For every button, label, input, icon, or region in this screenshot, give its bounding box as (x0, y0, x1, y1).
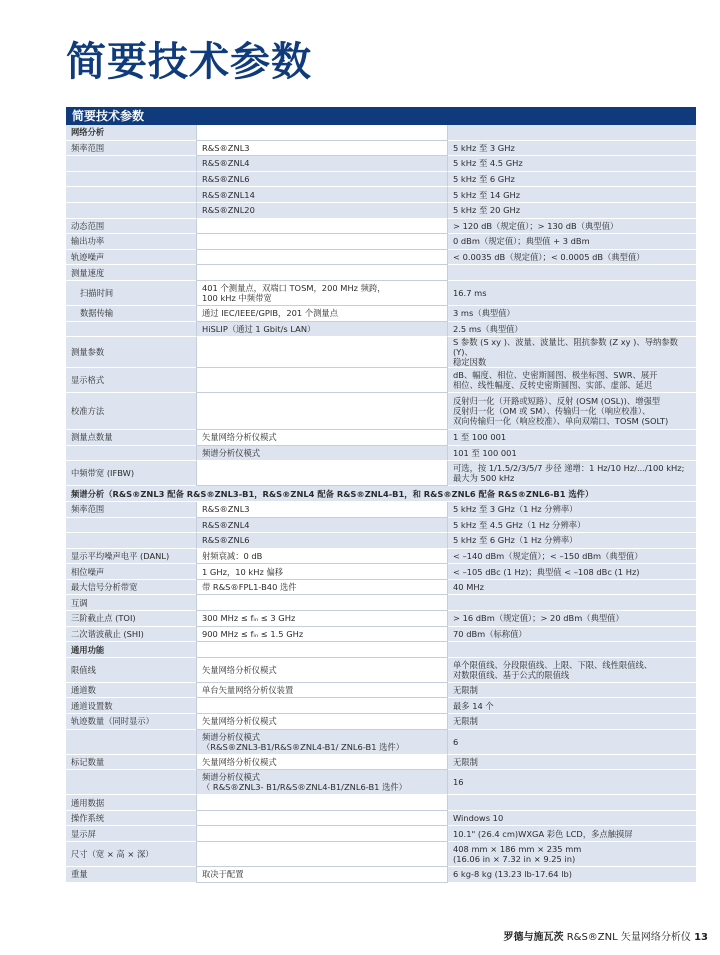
param-name-cell (66, 533, 196, 549)
table-row (66, 393, 696, 430)
spec-table (66, 107, 696, 883)
table-row (66, 842, 696, 867)
condition-cell: R&S®ZNL6 (196, 533, 448, 549)
table-row (66, 533, 696, 549)
condition-cell: R&S®ZNL4 (196, 156, 448, 172)
param-name-cell: 通用功能 (66, 642, 196, 658)
table-row (66, 611, 696, 627)
table-row (66, 234, 696, 250)
table-row (66, 172, 696, 188)
condition-cell: 频谱分析仪模式 (196, 446, 448, 462)
table-row (66, 337, 696, 368)
param-name-cell (66, 770, 196, 795)
table-row (66, 549, 696, 565)
value-cell (448, 265, 696, 281)
param-name-cell: 测量速度 (66, 265, 196, 281)
value-cell: < 0.0035 dB（规定值）；< 0.0005 dB（典型值） (448, 250, 696, 266)
condition-cell: 通过 IEC/IEEE/GPIB，201 个测量点 (196, 306, 448, 322)
condition-cell: 矢量网络分析仪模式 (196, 755, 448, 771)
table-row (66, 203, 696, 219)
condition-cell (196, 461, 448, 486)
value-cell: 无限制 (448, 683, 696, 699)
condition-cell (196, 265, 448, 281)
value-cell: 40 MHz (448, 580, 696, 596)
condition-cell: R&S®ZNL4 (196, 518, 448, 534)
table-row (66, 642, 696, 658)
section-heading: 频谱分析（R&S®ZNL3 配备 R&S®ZNL3-B1，R&S®ZNL4 配备 R&S®ZNL4-B1，和 R&S®ZNL6 配备 R&S®ZNL6-B1 选件） (66, 486, 696, 502)
param-name-cell: 通道数 (66, 683, 196, 699)
table-row (66, 795, 696, 811)
param-name-cell: 三阶截止点 (TOI) (66, 611, 196, 627)
table-row (66, 368, 696, 393)
value-cell: 16 (448, 770, 696, 795)
condition-cell (196, 125, 448, 141)
footer-brand: 罗德与施瓦茨 (503, 932, 564, 943)
param-name-cell: 显示平均噪声电平 (DANL) (66, 549, 196, 565)
table-row (66, 627, 696, 643)
param-name-cell: 校准方法 (66, 393, 196, 430)
table-row (66, 141, 696, 157)
value-cell: 408 mm × 186 mm × 235 mm (16.06 in × 7.32 in × 9.25 in) (448, 842, 696, 867)
value-cell: 0 dBm（规定值）；典型值 + 3 dBm (448, 234, 696, 250)
condition-cell: R&S®ZNL3 (196, 502, 448, 518)
condition-cell: 射频衰减：0 dB (196, 549, 448, 565)
condition-cell (196, 795, 448, 811)
table-row (66, 698, 696, 714)
condition-cell: 900 MHz ≤ fᵢₙ ≤ 1.5 GHz (196, 627, 448, 643)
value-cell (448, 795, 696, 811)
condition-cell: 频谱分析仪模式 （R&S®ZNL3-B1/R&S®ZNL4-B1/ ZNL6-B1 选件） (196, 730, 448, 755)
condition-cell: R&S®ZNL6 (196, 172, 448, 188)
table-row (66, 486, 696, 502)
condition-cell: R&S®ZNL20 (196, 203, 448, 219)
page-footer (504, 928, 708, 943)
value-cell: 5 kHz 至 4.5 GHz (448, 156, 696, 172)
param-name-cell: 限值线 (66, 658, 196, 683)
condition-cell (196, 642, 448, 658)
param-name-cell: 通道设置数 (66, 698, 196, 714)
condition-cell: 取决于配置 (196, 867, 448, 883)
param-name-cell: 互调 (66, 595, 196, 611)
condition-cell (196, 595, 448, 611)
param-name-cell (66, 172, 196, 188)
table-row (66, 250, 696, 266)
condition-cell: R&S®ZNL3 (196, 141, 448, 157)
table-row (66, 322, 696, 338)
table-row (66, 446, 696, 462)
condition-cell: 带 R&S®FPL1-B40 选件 (196, 580, 448, 596)
value-cell (448, 595, 696, 611)
table-row (66, 461, 696, 486)
param-name-cell: 网络分析 (66, 125, 196, 141)
table-row (66, 502, 696, 518)
condition-cell (196, 219, 448, 235)
value-cell: < –105 dBc (1 Hz)；典型值 < –108 dBc (1 Hz) (448, 564, 696, 580)
value-cell: < –140 dBm（规定值）；< –150 dBm（典型值） (448, 549, 696, 565)
table-row (66, 811, 696, 827)
value-cell: 10.1" (26.4 cm)WXGA 彩色 LCD，多点触摸屏 (448, 826, 696, 842)
param-name-cell: 通用数据 (66, 795, 196, 811)
value-cell: 可选，按 1/1.5/2/3/5/7 步径 递增：1 Hz/10 Hz/.../100 kHz; 最大为 500 kHz (448, 461, 696, 486)
param-name-cell: 频率范围 (66, 141, 196, 157)
param-name-cell: 扫描时间 (66, 281, 196, 306)
param-name-cell: 轨迹噪声 (66, 250, 196, 266)
value-cell: 5 kHz 至 4.5 GHz（1 Hz 分辨率） (448, 518, 696, 534)
value-cell: Windows 10 (448, 811, 696, 827)
table-row (66, 430, 696, 446)
param-name-cell: 显示屏 (66, 826, 196, 842)
param-name-cell: 尺寸（宽 × 高 × 深） (66, 842, 196, 867)
value-cell: 无限制 (448, 755, 696, 771)
condition-cell (196, 698, 448, 714)
param-name-cell: 二次谐波截止 (SHI) (66, 627, 196, 643)
spec-table-body (66, 125, 696, 883)
table-title: 简要技术参数 (66, 107, 696, 125)
param-name-cell: 输出功率 (66, 234, 196, 250)
table-row (66, 219, 696, 235)
param-name-cell (66, 518, 196, 534)
param-name-cell (66, 322, 196, 338)
value-cell: 6 (448, 730, 696, 755)
table-row (66, 867, 696, 883)
param-name-cell: 测量参数 (66, 337, 196, 368)
table-row (66, 595, 696, 611)
value-cell: 2.5 ms（典型值） (448, 322, 696, 338)
value-cell: 3 ms（典型值） (448, 306, 696, 322)
condition-cell (196, 250, 448, 266)
condition-cell (196, 811, 448, 827)
table-row (66, 658, 696, 683)
value-cell: 6 kg-8 kg (13.23 lb-17.64 lb) (448, 867, 696, 883)
param-name-cell: 中频带宽 (IFBW) (66, 461, 196, 486)
value-cell: 5 kHz 至 3 GHz (448, 141, 696, 157)
param-name-cell (66, 446, 196, 462)
table-row (66, 683, 696, 699)
param-name-cell: 最大信号分析带宽 (66, 580, 196, 596)
condition-cell (196, 368, 448, 393)
param-name-cell: 数据传输 (66, 306, 196, 322)
value-cell: 101 至 100 001 (448, 446, 696, 462)
condition-cell: 300 MHz ≤ fᵢₙ ≤ 3 GHz (196, 611, 448, 627)
condition-cell (196, 337, 448, 368)
condition-cell: 401 个测量点，双端口 TOSM，200 MHz 频跨， 100 kHz 中频带宽 (196, 281, 448, 306)
value-cell: 5 kHz 至 14 GHz (448, 187, 696, 203)
param-name-cell (66, 203, 196, 219)
value-cell: > 120 dB（规定值）；> 130 dB（典型值） (448, 219, 696, 235)
condition-cell: 矢量网络分析仪模式 (196, 430, 448, 446)
value-cell: 16.7 ms (448, 281, 696, 306)
value-cell: 5 kHz 至 20 GHz (448, 203, 696, 219)
table-row (66, 770, 696, 795)
value-cell: 最多 14 个 (448, 698, 696, 714)
value-cell (448, 125, 696, 141)
table-row (66, 125, 696, 141)
table-row (66, 518, 696, 534)
param-name-cell (66, 156, 196, 172)
footer-product: R&S®ZNL 矢量网络分析仪 (566, 932, 691, 943)
param-name-cell (66, 187, 196, 203)
value-cell: 5 kHz 至 3 GHz（1 Hz 分辨率） (448, 502, 696, 518)
param-name-cell (66, 730, 196, 755)
param-name-cell: 重量 (66, 867, 196, 883)
condition-cell: 频谱分析仪模式 （ R&S®ZNL3- B1/R&S®ZNL4-B1/ZNL6-B1 选件） (196, 770, 448, 795)
table-row (66, 265, 696, 281)
condition-cell: HiSLIP（通过 1 Gbit/s LAN） (196, 322, 448, 338)
value-cell: > 16 dBm（规定值）；> 20 dBm（典型值） (448, 611, 696, 627)
table-row (66, 156, 696, 172)
param-name-cell: 动态范围 (66, 219, 196, 235)
table-row (66, 281, 696, 306)
value-cell: 无限制 (448, 714, 696, 730)
table-row (66, 306, 696, 322)
param-name-cell: 显示格式 (66, 368, 196, 393)
table-row (66, 564, 696, 580)
condition-cell: 1 GHz，10 kHz 偏移 (196, 564, 448, 580)
table-row (66, 730, 696, 755)
value-cell: dB、幅度、相位、史密斯圆图、极坐标图、SWR、展开 相位、线性幅度、反转史密斯圆图、实部、虚部、延迟 (448, 368, 696, 393)
condition-cell (196, 842, 448, 867)
table-row (66, 755, 696, 771)
condition-cell: R&S®ZNL14 (196, 187, 448, 203)
condition-cell (196, 393, 448, 430)
param-name-cell: 相位噪声 (66, 564, 196, 580)
value-cell: S 参数 (S xy )、波量、波量比、阻抗参数 (Z xy )、导纳参数 (Y)、 稳定因数 (448, 337, 696, 368)
value-cell (448, 642, 696, 658)
value-cell: 单个限值线、分段限值线、上限、下限、线性限值线、 对数限值线、基于公式的限值线 (448, 658, 696, 683)
value-cell: 70 dBm（标称值） (448, 627, 696, 643)
value-cell: 反射归一化（开路或短路）、反射 (OSM (OSL))、增强型 反射归一化（OM 或 SM）、传输归一化（响应校准）、 双向传输归一化（响应校准）、单向双端口、TOSM (SOLT) (448, 393, 696, 430)
value-cell: 1 至 100 001 (448, 430, 696, 446)
table-row (66, 580, 696, 596)
table-row (66, 826, 696, 842)
table-row (66, 187, 696, 203)
condition-cell (196, 826, 448, 842)
value-cell: 5 kHz 至 6 GHz（1 Hz 分辨率） (448, 533, 696, 549)
value-cell: 5 kHz 至 6 GHz (448, 172, 696, 188)
param-name-cell: 轨迹数量（同时显示） (66, 714, 196, 730)
page-title: 简要技术参数 (66, 39, 312, 85)
param-name-cell: 测量点数量 (66, 430, 196, 446)
table-row (66, 714, 696, 730)
param-name-cell: 操作系统 (66, 811, 196, 827)
condition-cell: 矢量网络分析仪模式 (196, 658, 448, 683)
condition-cell (196, 234, 448, 250)
footer-page-number: 13 (694, 932, 708, 943)
param-name-cell: 频率范围 (66, 502, 196, 518)
param-name-cell: 标记数量 (66, 755, 196, 771)
condition-cell: 单台矢量网络分析仪装置 (196, 683, 448, 699)
condition-cell: 矢量网络分析仪模式 (196, 714, 448, 730)
